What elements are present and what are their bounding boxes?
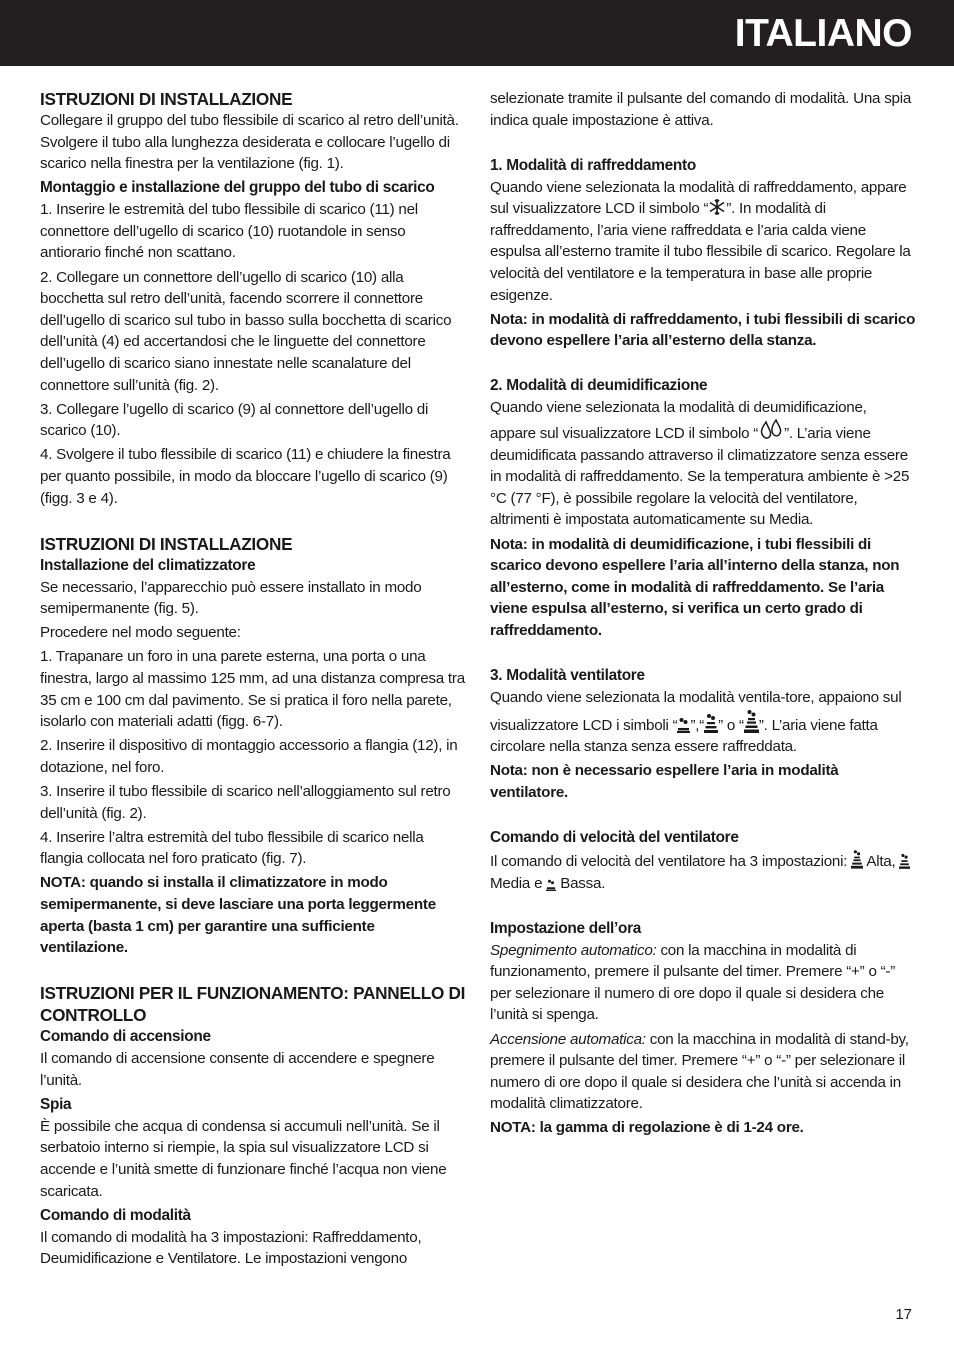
subheading-fan-mode: 3. Modalità ventilatore — [490, 666, 645, 684]
left-column — [40, 88, 466, 1272]
subheading-mode-control: Comando di modalità — [40, 1206, 191, 1224]
list-item: 3. Collegare l’ugello di scarico (9) al connettore dell’ugello di scarico (10). — [40, 400, 429, 440]
section-title-installation-2: ISTRUZIONI DI INSTALLAZIONE — [40, 533, 293, 554]
list-item: 2. Inserire il dispositivo di montaggio accessorio a flangia (12), in dotazione, nel foro. — [40, 737, 458, 776]
subheading-power-control: Comando di accensione — [40, 1028, 211, 1046]
paragraph-cooling: Quando viene selezionata la modalità di raffreddamento, appare sul visualizzatore LCD il simbolo “ ”. In modalità di raffreddamento, l’aria viene raffreddata e l’aria calda viene espulsa all’esterno tramite il tubo flessibile di scarico. Regolare la velocità del ventilatore e la temperatura in base alle proprie esigenze. — [490, 178, 911, 304]
snowflake-icon — [708, 198, 726, 216]
list-item: 1. Trapanare un foro in una parete esterna, una porta o una finestra, largo al massimo 125 mm, ad una distanza compresa tra 35 cm e 100 cm dal pavimento. Se si pratica il foro nella parete, isolarlo con materiali adatti (figg. 6-7). — [40, 648, 465, 731]
paragraph: È possibile che acqua di condensa si accumuli nell’unità. Se il serbatoio interno si riempie, la spia sul visualizzatore LCD si accende e l’unità smette di funzionare finché l’acqua non viene scaricata. — [40, 1117, 447, 1200]
fan-medium-icon — [899, 853, 910, 869]
timer-note: NOTA: la gamma di regolazione è di 1-24 ore. — [490, 1119, 804, 1137]
paragraph-dehumidify: Quando viene selezionata la modalità di deumidificazione, appare sul visualizzatore LCD il simbolo “ ”. L’aria viene deumidificata passando attraverso il climatizzatore senza essere in modalità di raffreddamento. Se la temperatura ambiente è >25 °C (77 °F), è possibile regolare la velocità del ventilatore, altrimenti è impostata automaticamente su Media. — [490, 399, 910, 529]
droplets-icon — [758, 419, 784, 441]
installation-note: NOTA: quando si installa il climatizzatore in modo semipermanente, si deve lasciare una porta leggermente aperta (basta 1 cm) per garantire una sufficiente ventilazione. — [40, 874, 436, 957]
page-language-title: ITALIANO — [734, 12, 912, 55]
subheading-fan-speed: Comando di velocità del ventilatore — [490, 828, 739, 846]
fan-low-icon — [677, 717, 690, 733]
paragraph: Il comando di modalità ha 3 impostazioni: Raffreddamento, Deumidificazione e Ventilatore. Le impostazioni vengono — [40, 1228, 422, 1268]
right-column — [490, 88, 916, 1141]
fan-high-icon — [851, 849, 863, 869]
subheading-hose-assembly: Montaggio e installazione del gruppo del tubo di scarico — [40, 179, 435, 197]
paragraph: Se necessario, l’apparecchio può essere installato in modo semipermanente (fig. 5). — [40, 578, 422, 618]
subheading-timer: Impostazione dell’ora — [490, 919, 642, 937]
page-number: 17 — [895, 1306, 912, 1323]
paragraph-auto-off: Spegnimento automatico: con la macchina in modalità di funzionamento, premere il pulsante del timer. Premere “+” o “-” per selezionare il numero di ore dopo il quale si desidera che l’unità si spenga. — [490, 941, 896, 1024]
paragraph-fan: Quando viene selezionata la modalità ventila-tore, appaiono sul visualizzatore LCD i simboli “ ”,“ ” o “ ”. L’aria viene fatta circolare nella stanza senza essere raffreddata. — [490, 688, 902, 756]
list-item: 3. Inserire il tubo flessibile di scarico nell’alloggiamento sul retro dell’unità (fig. 2). — [40, 782, 451, 822]
subheading-air-conditioner-install: Installazione del climatizzatore — [40, 556, 256, 574]
paragraph: Procedere nel modo seguente: — [40, 624, 241, 642]
list-item: 4. Inserire l’altra estremità del tubo flessibile di scarico nella flangia collocata nel foro praticato (fig. 7). — [40, 828, 424, 868]
subheading-cooling-mode: 1. Modalità di raffreddamento — [490, 156, 696, 174]
paragraph-auto-on: Accensione automatica: con la macchina in modalità di stand-by, premere il pulsante del timer. Premere “+” o “-” per selezionare il numero di ore dopo il quale si desidera che l’unità si accenda in modalità climatizzatore. — [490, 1030, 909, 1113]
section-title-operation: ISTRUZIONI PER IL FUNZIONAMENTO: PANNELLO DI CONTROLLO — [40, 983, 466, 1026]
fan-medium-icon — [704, 713, 718, 733]
fan-high-icon — [744, 709, 759, 733]
fan-low-icon — [546, 879, 556, 891]
subheading-dehumidify-mode: 2. Modalità di deumidificazione — [490, 377, 708, 395]
paragraph: Il comando di accensione consente di accendere e spegnere l’unità. — [40, 1050, 435, 1089]
header-bar — [0, 0, 954, 66]
list-item: 4. Svolgere il tubo flessibile di scarico (11) e chiudere la finestra per quanto possibile, in modo da bloccare l’ugello di scarico (9) (figg. 3 e 4). — [40, 446, 451, 507]
cooling-note: Nota: in modalità di raffreddamento, i tubi flessibili di scarico devono espellere l’aria all’esterno della stanza. — [490, 310, 916, 350]
list-item: 1. Inserire le estremità del tubo flessibile di scarico (11) nel connettore dell’ugello di scarico (10) ruotandole in senso antiorario finché non scattano. — [40, 201, 418, 262]
list-item: 2. Collegare un connettore dell’ugello di scarico (10) alla bocchetta sul retro dell’unità, facendo scorrere il connettore dell’ugello di scarico sul tubo in basso sulla bocchetta di scarico dell’unità (4) ed accertandosi che le linguette del connettore dell’ugello di scarico siano innestate nelle scanalature del connettore sull’unità (fig. 2). — [40, 268, 452, 394]
paragraph: Collegare il gruppo del tubo flessibile di scarico al retro dell’unità. Svolgere il tubo alla lunghezza desiderata e collocare l’ugello di scarico nella finestra per la ventilazione (fig. 1). — [40, 112, 459, 173]
subheading-indicator: Spia — [40, 1095, 72, 1113]
fan-note: Nota: non è necessario espellere l’aria in modalità ventilatore. — [490, 762, 839, 801]
paragraph: selezionate tramite il pulsante del comando di modalità. Una spia indica quale impostazione è attiva. — [490, 90, 912, 129]
dehumidify-note: Nota: in modalità di deumidificazione, i tubi flessibili di scarico devono espellere l’aria all’interno della stanza, non all’esterno, come in modalità di raffreddamento. Se l’aria viene espulsa all’esterno, si verifica un certo grado di raffreddamento. — [490, 535, 900, 639]
paragraph-fan-speed: Il comando di velocità del ventilatore ha 3 impostazioni: Alta, Media e Bassa. — [490, 849, 916, 894]
section-title-installation: ISTRUZIONI DI INSTALLAZIONE — [40, 89, 293, 109]
